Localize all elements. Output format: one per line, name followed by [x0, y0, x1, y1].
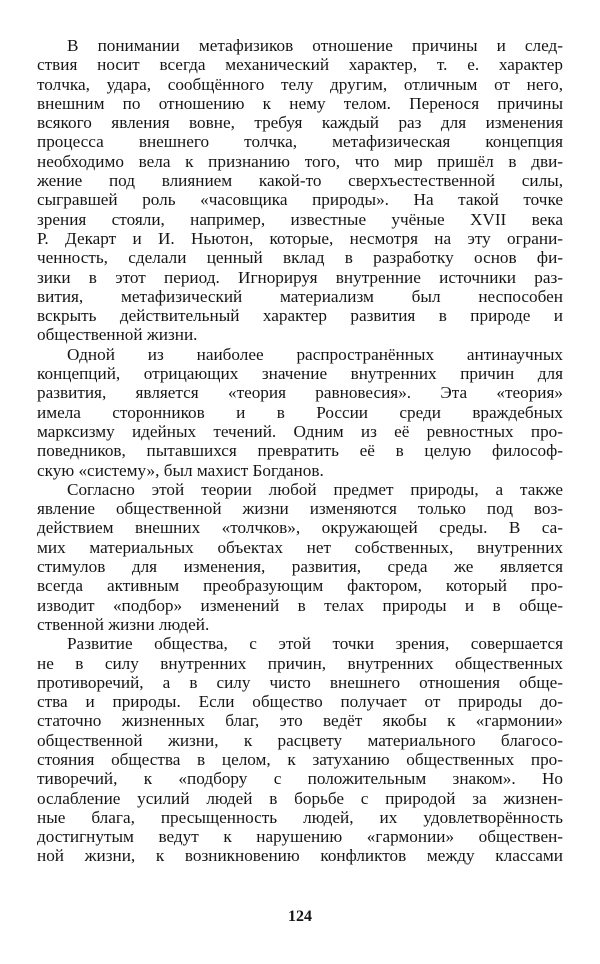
text-line: ствия носит всегда механический характер, т. е. характер: [37, 55, 563, 75]
paragraph: [37, 36, 563, 345]
text-line: вития, метафизический материализм был неспособен: [37, 286, 563, 306]
text-line: В понимании метафизиков отношение причины и след-: [67, 36, 563, 55]
text-line: процесса внешнего толчка, метафизическая концепция: [37, 132, 563, 152]
text-line: ослабление усилий людей в борьбе с природой за жизнен-: [37, 788, 563, 808]
text-line: статочно жизненных благ, это ведёт якобы к «гармонии»: [37, 711, 563, 731]
text-line: ства и природы. Если общество получает от природы до-: [37, 692, 563, 712]
text-line: развития, является «теория равновесия». Эта «теория»: [37, 383, 563, 403]
text-line: противоречий, а в силу чисто внешнего отношения обще-: [37, 672, 563, 692]
page-number: 124: [288, 908, 312, 925]
text-line: общественной жизни.: [37, 325, 198, 345]
text-line: действием внешних «толчков», окружающей среды. В са-: [37, 518, 563, 538]
text-line: марксизму идейных течений. Одним из её ревностных про-: [37, 421, 563, 441]
paragraph: [37, 634, 563, 866]
text-line: достигнутым ведут к нарушению «гармонии» обществен-: [37, 827, 563, 847]
text-line: Р. Декарт и И. Ньютон, которые, несмотря на эту ограни-: [37, 228, 563, 248]
text-line: стимулов для изменения, развития, среда же является: [37, 557, 563, 577]
text-line: мих материальных объектах нет собственных, внутренних: [37, 537, 563, 557]
text-line: всякого явления вовне, требуя каждый раз для изменения: [37, 113, 563, 133]
text-line: стояния общества в целом, к затуханию общественных про-: [37, 749, 563, 769]
text-line: зрения стояли, например, известные учёные XVII века: [37, 209, 563, 229]
text-line: ные блага, пресыщенность людей, их удовлетворённость: [37, 807, 563, 827]
body-text: [37, 36, 563, 866]
text-line: ченность, сделали ценный вклад в разработку основ фи-: [37, 248, 563, 268]
text-line: жение под влиянием какой-то сверхъестественной силы,: [37, 171, 563, 191]
text-line: Развитие общества, с этой точки зрения, совершается: [67, 634, 563, 654]
text-line: Одной из наиболее распространённых антинаучных: [67, 344, 563, 364]
text-line: всегда активным преобразующим фактором, который про-: [37, 576, 563, 596]
paragraph: [37, 345, 563, 480]
text-line: поведников, пытавшихся превратить её в целую философ-: [37, 441, 563, 461]
text-line: тиворечий, к «подбору с положительным знаком». Но: [37, 769, 563, 789]
text-line: общественной жизни, к расцвету материального благосо-: [37, 730, 563, 750]
text-line: скую «систему», был махист Богданов.: [37, 460, 324, 480]
text-line: толчка, удара, сообщённого телу другим, отличным от него,: [37, 74, 563, 94]
text-line: ственной жизни людей.: [37, 614, 210, 634]
text-line: явление общественной жизни изменяются только под воз-: [37, 499, 563, 519]
text-line: не в силу внутренних причин, внутренних общественных: [37, 653, 563, 673]
text-line: вскрыть действительный характер развития в природе и: [37, 306, 563, 326]
text-line: зики в этот период. Игнорируя внутренние источники раз-: [37, 267, 563, 287]
text-line: сыгравшей роль «часовщика природы». На такой точке: [37, 190, 563, 210]
text-line: изводит «подбор» изменений в телах природы и в обще-: [37, 595, 563, 615]
paragraph: [37, 480, 563, 634]
text-line: концепций, отрицающих значение внутренних причин для: [37, 364, 563, 384]
text-line: имела сторонников и в России среди враждебных: [37, 402, 563, 422]
text-line: ной жизни, к возникновению конфликтов между классами: [37, 846, 563, 866]
text-line: внешним по отношению к нему телом. Перенося причины: [37, 93, 563, 113]
text-line: необходимо вела к признанию того, что мир пришёл в дви-: [37, 151, 563, 171]
text-line: Согласно этой теории любой предмет природы, а также: [67, 479, 563, 499]
